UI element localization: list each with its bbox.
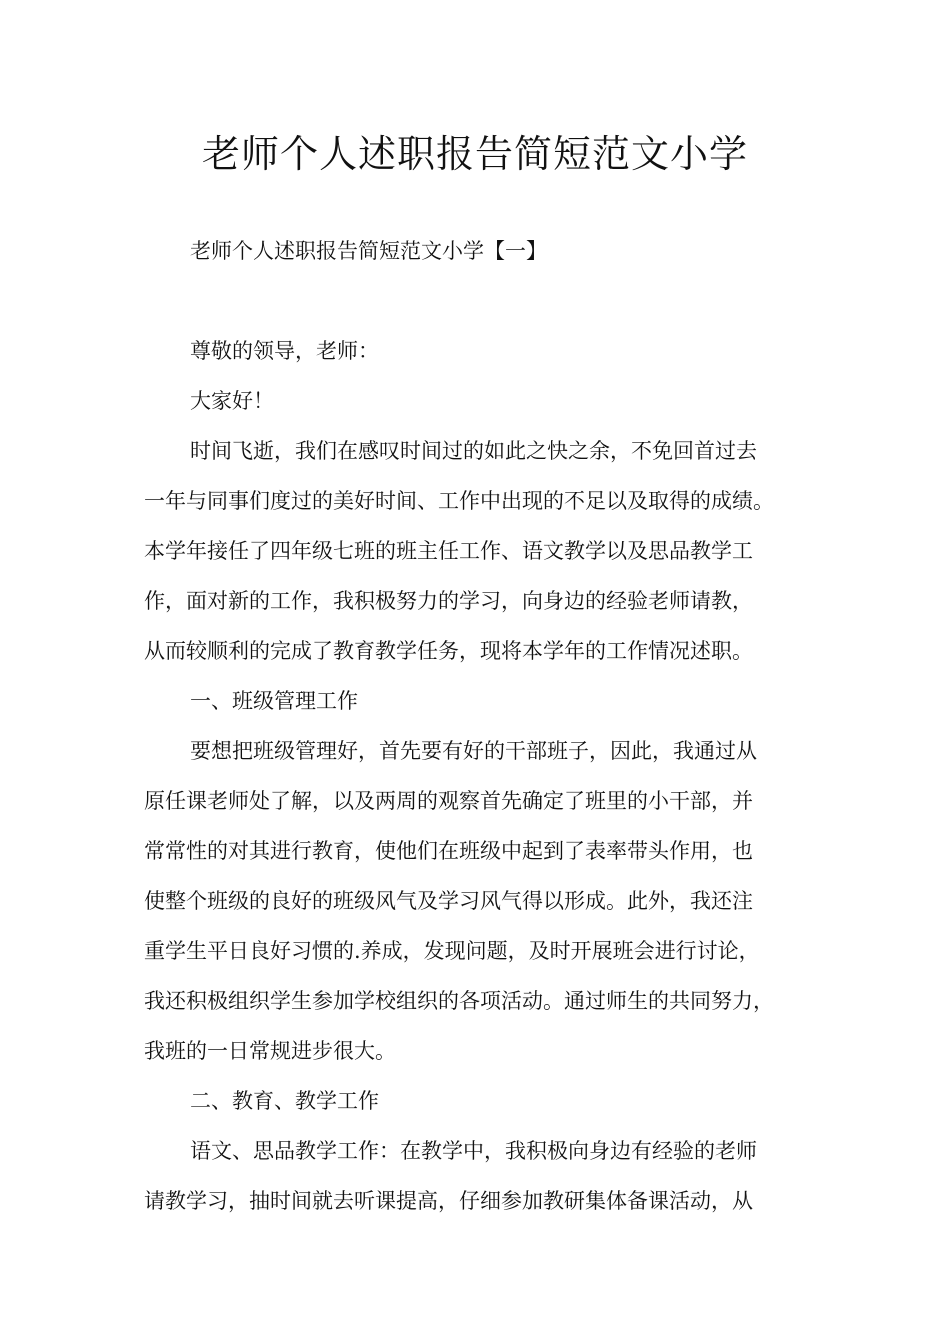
paragraph-line: 本学年接任了四年级七班的班主任工作、语文教学以及思品教学工 (144, 539, 753, 563)
paragraph-line: 原任课老师处了解，以及两周的观察首先确定了班里的小干部，并 (144, 789, 753, 813)
paragraph-line: 要想把班级管理好，首先要有好的干部班子，因此，我通过从 (190, 739, 757, 763)
greeting-text: 尊敬的领导，老师： (190, 339, 379, 363)
section-heading: 一、班级管理工作 (190, 689, 358, 713)
document-title: 老师个人述职报告简短范文小学 (201, 132, 748, 176)
paragraph-line: 常常性的对其进行教育，使他们在班级中起到了表率带头作用，也 (144, 839, 753, 863)
paragraph-line: 时间飞逝，我们在感叹时间过的如此之快之余，不免回首过去 (190, 439, 757, 463)
section-heading: 二、教育、教学工作 (190, 1089, 379, 1113)
paragraph-line: 我班的一日常规进步很大。 (144, 1039, 396, 1063)
paragraph-line: 从而较顺利的完成了教育教学任务，现将本学年的工作情况述职。 (144, 639, 753, 663)
paragraph-line: 使整个班级的良好的班级风气及学习风气得以形成。此外，我还注 (144, 889, 753, 913)
paragraph-line: 一年与同事们度过的美好时间、工作中出现的不足以及取得的成绩。 (144, 489, 774, 513)
paragraph-line: 我还积极组织学生参加学校组织的各项活动。通过师生的共同努力， (144, 989, 774, 1013)
hello-text: 大家好！ (190, 389, 274, 413)
paragraph-line: 作，面对新的工作，我积极努力的学习，向身边的经验老师请教， (144, 589, 753, 613)
paragraph-line: 请教学习，抽时间就去听课提高，仔细参加教研集体备课活动，从 (144, 1189, 753, 1213)
paragraph-line: 语文、思品教学工作：在教学中，我积极向身边有经验的老师 (190, 1139, 757, 1163)
paragraph-line: 重学生平日良好习惯的.养成，发现问题，及时开展班会进行讨论， (144, 939, 760, 963)
document-subtitle: 老师个人述职报告简短范文小学【一】 (190, 239, 547, 263)
